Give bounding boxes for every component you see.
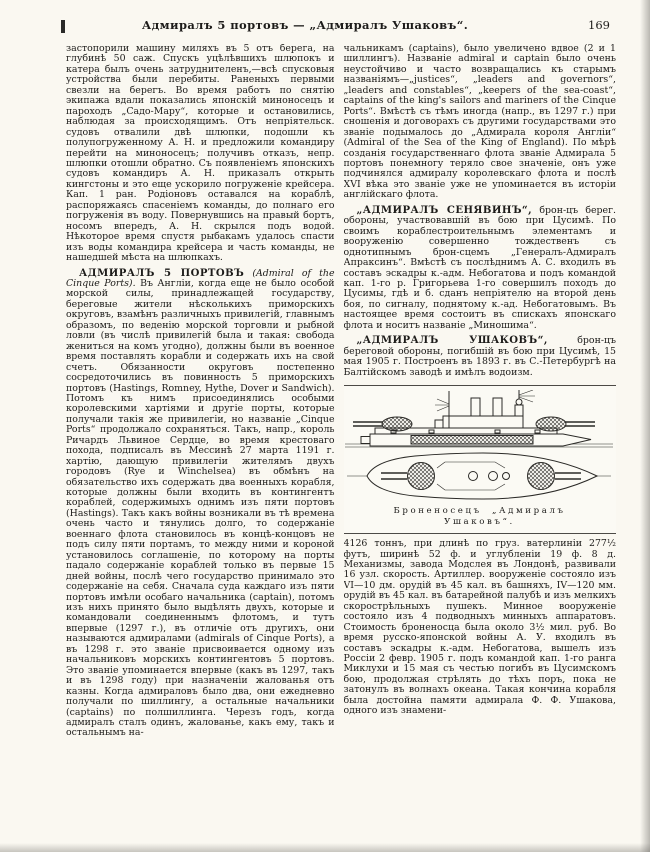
body-text: брон-цъ берег. обороны, участвовавшій въ бою при Цусимѣ. По своимъ кораблестроительнымъ элементамъ и вооруженію совершенно тождественъ съ однотипнымъ брон-сцемъ „Генералъ-Адмиралъ Апраксинъ“. Вмѣстѣ съ послѣднимъ А. С. входилъ въ составъ эскадры к.-адм. Небогатова и подъ командой кап. 1-го р. Григорьева 1-го совершилъ походъ до Цусимы, гдѣ и б. сданъ непріятелю на второй день боя, по сигналу, поднятому к.-ад. Небогатовымъ. Въ настоящее время состоитъ въ спискахъ японскаго флота и носитъ названіе „Миношима“. — [343, 204, 616, 331]
body-text: застопорили машину миляхъ въ 5 отъ берега, на глубинѣ 50 саж. Спускъ уцѣлѣвшихъ шлюпокъ и катера былъ очень затруднителенъ,—всѣ спусковыя устройства были перебиты. Раненыхъ первыми свезли на берегъ. Во время работъ по снятію экипажа вдали показались японскій миноносецъ и пароходъ „Садо-Мару“, которые и остановились, наблюдая за происходящимъ. Отъ непріятельск. судовъ отвалили двѣ шлюпки, подошли къ полупогруженному А. Н. и предложили командиру перейти на миноносецъ; получивъ отказъ, непр. шлюпки отошли обратно. Съ появленіемъ японскихъ судовъ командиръ А. Н. приказалъ открыть кингстоны и это еще ускорило погруженіе крейсера. Кап. 1 ран. Родіоновъ оставался на кораблѣ, распоряжаясь спасеніемъ команды, до полнаго его погруженія въ воду. Повернувшись на правый бортъ, носомъ впередъ, А. Н. скрылся подъ водой. Нѣкоторое время спустя рыбакамъ удалось спасти изъ воды командира крейсера и часть команды, не нашедшей мѣста на шлюпкахъ. — [66, 44, 335, 264]
paragraph-continuation-admiral-5-portov — [344, 44, 616, 201]
article-admiral-senyavin — [344, 206, 616, 331]
left-column — [66, 44, 335, 839]
article-latin-lead: (Admiral of the Cinque Ports). — [66, 267, 335, 289]
article-admiral-ushakov — [344, 336, 616, 378]
body-text: брон-цъ береговой обороны, погибшій въ бою при Цусимѣ, 15 мая 1905 г. Построенъ въ 1893 г. въ С.-Петербургѣ на Балтійскомъ заводѣ и имѣлъ водоизм. — [343, 335, 616, 378]
article-title: АДМИРАЛЪ 5 ПОРТОВЪ — [79, 267, 245, 279]
figure-caption-line2: Ушаковъ“. — [444, 517, 515, 528]
article-admiral-5-portov — [66, 269, 335, 739]
body-text: чальникамъ (captains), было увеличено вдвое (2 и 1 шиллингъ). Названіе admiral и captain было очень неустойчиво и часто возвращались къ старымъ названіямъ—„justices“, „leaders and governors“, „leaders and constables“, „keepers of the sea-coast“, captains of the king's sailors and mariners of the Cinque Ports“. Вмѣстѣ съ тѣмъ иногда (напр., въ 1297 г.) при сношенія и договорахъ съ другими государствами это званіе подымалось до „Адмирала короля Англіи“ (Admiral of the Sea of the King of England). По мѣрѣ созданія государственнаго флота званіе Адмирала 5 портовъ понемногу теряло свое значеніе, онъ уже подчинялся адмиралу королевскаго флота и послѣ XVI вѣка это званіе уже не упоминается въ исторіи англійскаго флота. — [343, 44, 616, 201]
scan-edge-shadow-bottom — [0, 843, 650, 852]
right-column — [344, 44, 616, 839]
article-admiral-ushakov-continued — [344, 539, 616, 717]
article-title: „АДМИРАЛЪ УШАКОВЪ“, — [356, 335, 548, 347]
figure-caption — [345, 506, 615, 528]
figure-caption-line1: Броненосецъ „Адмиралъ — [393, 506, 566, 517]
running-head: Адмиралъ 5 портовъ — „Адмиралъ Ушаковъ“. — [141, 18, 469, 32]
paragraph-continuation-admiral-nakhimov — [66, 44, 335, 264]
two-column-text-block — [66, 44, 616, 839]
battleship-figure — [344, 385, 616, 534]
body-text: 4126 тоннъ, при длинѣ по груз. ватерлиніи 277½ футъ, ширинѣ 52 ф. и углубленіи 19 ф. 8 д. Механизмы, завода Модслея въ Лондонѣ, развивали 16 узл. скорость. Артиллер. вооруженіе состояло изъ VI—10 дм. орудій въ 45 кал. въ башняхъ, IV—120 мм. орудій въ 45 кал. въ батарейной палубѣ и изъ мелкихъ скорострѣльныхъ пушекъ. Минное вооруженіе состояло изъ 4 подводныхъ минныхъ аппаратовъ. Стоимость броненосца была около 3½ мил. руб. Во время русско-японской войны А. У. входилъ въ составъ эскадры к.-адм. Небогатова, вышелъ изъ Россіи 2 февр. 1905 г. подъ командой кап. 1-го ранга Миклухи и 15 мая съ честью погибъ въ Цусимскомъ бою, продолжая стрѣлять до тѣхъ поръ, пока не затонулъ въ волнахъ океана. Такая кончина корабля была достойна памяти адмирала Ф. Ф. Ушакова, одного изъ знамени- — [343, 538, 616, 717]
body-text: Въ Англіи, когда еще не было особой морской силы, принадлежащей государству, береговые жители нѣсколькихъ приморскихъ округовъ, взамѣнъ различныхъ привилегій, главнымъ образомъ, по веденію морской торговли и рыбной ловли (въ числѣ привилегій была и такая: свобода жениться на комъ угодно), должны были въ военное время поставлять корабли и содержать ихъ на свой счетъ. Обязанности округовъ постепенно сосредоточились въ повинность 5 приморскихъ портовъ (Hastings, Romney, Hythe, Dover и Sandwich). Потомъ къ нимъ присоединялись особыми королевскими хартіями и другіе порты, которые получали такія же привилегіи, но названіе „Cinque Ports“ продолжало сохраняться. Такъ, напр., король Ричардъ Львиное Сердце, во время крестоваго похода, подписалъ въ Мессинѣ 27 марта 1191 г. хартію, дающую привилегіи жителямъ двухъ городовъ (Rye и Winchelsea) въ обмѣнъ на обязательство ихъ содержать два военныхъ корабля, которые должны были входить въ контингентъ кораблей, содержимыхъ однимъ изъ пяти портовъ (Hastings). Такъ какъ войны возникали въ тѣ времена очень часто и тянулись долго, то содержаніе военнаго флота становилось въ концѣ-концовъ не подъ силу пяти портамъ, то между ними и короной установилось соглашеніе, по которому на порты падало содержаніе кораблей только въ первые 15 дней войны, послѣ чего государство принимало это содержаніе на себя. Сначала суда каждаго изъ пяти портовъ имѣли особаго начальника (captain), потомъ изъ нихъ принято было выдѣлять двухъ, которые и командовали соединеннымъ флотомъ, и тутъ впервые (1297 г.), въ отличіе отъ другихъ, они называются адмиралами (admirals of Cinque Ports), а въ 1298 г. это званіе присвоивается одному изъ начальниковъ морскихъ контингентовъ 5 портовъ. Это званіе упоминается впервые (какъ въ 1297, такъ и въ 1298 году) при назначеніи жалованья отъ казны. Когда адмираловъ было два, они ежедневно получали по шиллингу, а остальные начальники (captains) по полшиллинга. Черезъ годъ, когда адмиралъ сталъ одинъ, жалованье, какъ ему, такъ и остальнымъ на- — [66, 277, 335, 739]
article-title: „АДМИРАЛЪ СЕНЯВИНЪ“, — [356, 204, 533, 216]
scan-edge-shadow-right — [640, 0, 650, 852]
page-number: 169 — [588, 18, 610, 32]
battleship-drawing — [345, 390, 613, 500]
